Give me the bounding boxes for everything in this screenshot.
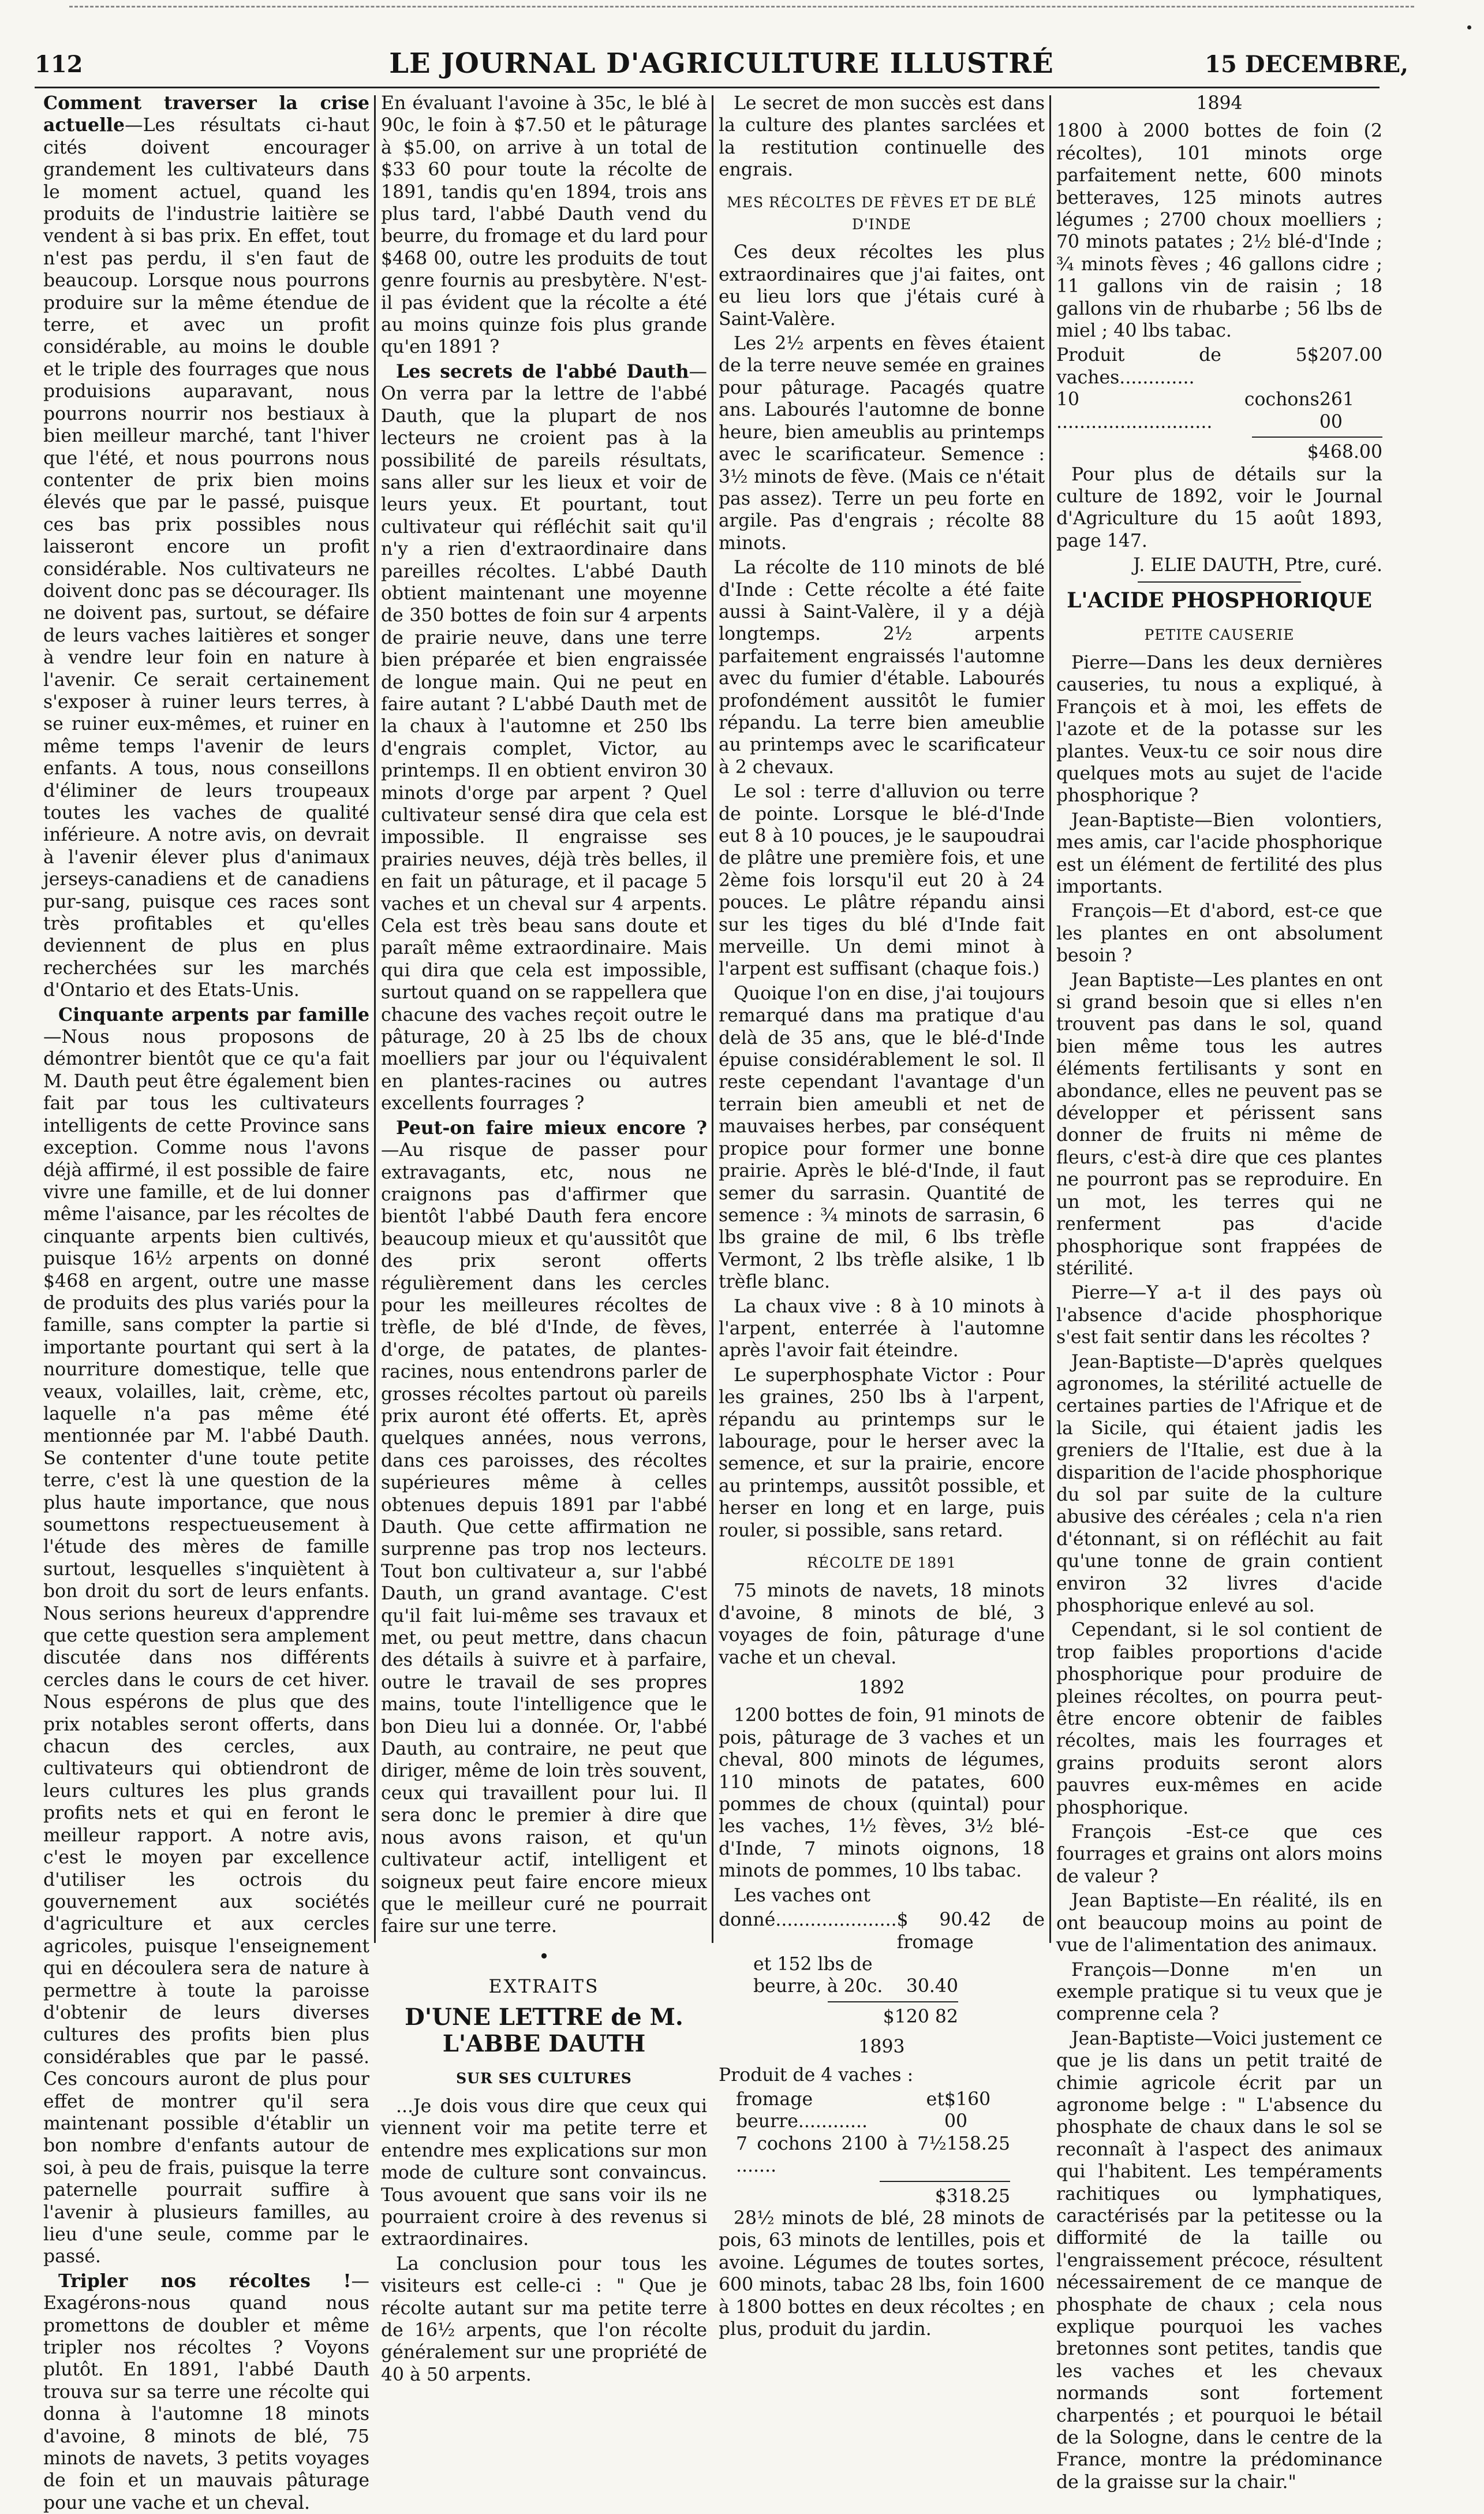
paragraph-text: —Au risque de passer pour extravagants, etc, nous ne craignons pas d'affirmer que bientôt l'abbé Dauth fera encore beaucoup mieux et qu'aussitôt que des prix seront offerts régulièrement dans les cercles pour les meilleures récoltes de trèfle, de blé d'Inde, de fèves, d'orge, de patates, de plantes-racines, nous entendrons parler de grosses récoltes partout où pareils prix auront été offerts. Et, après quelques années, nous verrons, dans ces paroisses, des récoltes supérieures même à celles obtenues depuis 1891 par l'abbé Dauth. Que cette affirmation ne surprenne pas trop nos lecteurs. Tout bon cultivateur a, sur l'abbé Dauth, un grand avantage. C'est qu'il fait lui-même ses travaux et met, ou peut mettre, dans chacun des détails à suivre et à parfaire, outre le travail de ses propres mains, toute l'intelligence que le bon Dieu lui a donnée. Or, l'abbé Dauth, au contraire, ne peut que diriger, même de loin très souvent, ceux qui travaillent pour lui. Il sera donc le premier à dire que nous avons raison, et qu'un cultivateur actif, intelligent et soigneux peut faire encore mieux que le meilleur curé ne pourrait faire sur une terre.	[381, 1140, 707, 1937]
column-3	[719, 92, 1045, 2340]
paragraph-text: Quoique l'on en dise, j'ai toujours remarqué dans ma pratique d'au delà de 35 ans, que le blé-d'Inde épuise considérablement le sol. Il reste cependant l'avantage d'un terrain bien ameubli et net de mauvaises herbes, par conséquent propice pour former une bonne prairie. Après le blé-d'Inde, il faut semer du sarrasin. Quantité de semence : ¾ minots de sarrasin, 6 lbs graine de mil, 6 lbs trèfle Vermont, 2 lbs trèfle alsike, 1 lb trèfle blanc.	[719, 983, 1045, 1293]
ledger-value: 158.25	[946, 2133, 1010, 2154]
run-in-heading: Peut-on faire mieux encore ?	[396, 1117, 707, 1139]
extraits-heading: EXTRAITS	[488, 1976, 600, 1998]
ledger-intro: Produit de 4 vaches :	[719, 2064, 914, 2086]
paragraph-text: 28½ minots de blé, 28 minots de pois, 63 minots de lentilles, pois et avoine. Légumes de toutes sortes, 600 minots, tabac 28 lbs, foin 1600 à 1800 bottes en deux récoltes ; en plus, produit du jardin.	[719, 2207, 1045, 2340]
total-rule	[828, 2001, 958, 2002]
paragraph-crise	[43, 92, 369, 1002]
dialogue-line: Jean Baptiste—Les plantes en ont si grand besoin que si elles n'en trouvent pas dans le sol, quand bien même tous les autres éléments fertilisants y sont en abondance, elles ne peuvent pas se développer et périssent sans donner de fruits ni même de fleurs, c'est-à dire que ces plantes ne pourront pas se reproduire. En un mot, les terres qui ne renferment pas d'acide phosphorique sont frappées de stérilité.	[1056, 969, 1382, 1279]
ink-dot	[1467, 25, 1471, 29]
dialogue-line: François -Est-ce que ces fourrages et grains ont alors moins de valeur ?	[1056, 1822, 1382, 1887]
paragraph-text: — Exagérons-nous quand nous promettons de doubler et même tripler nos récoltes ? Voyons plutôt. En 1891, l'abbé Dauth trouva sur sa terre une récolte qui donna à l'automne 18 minots d'avoine, 8 minots de blé, 75 minots de navets, 3 petits voyages de foin et un mauvais pâturage pour une vache et un cheval.	[43, 2270, 369, 2513]
paragraph-letter-intro: ...Je dois vous dire que ceux qui viennent voir ma petite terre et entendre mes explications sur mon mode de culture sont convaincus. Tous avouent que sans voir ils ne pourraient croire à des revenus si extraordinaires.	[381, 2095, 707, 2250]
paragraph-tripler	[43, 2270, 369, 2514]
paragraph-cinquante	[43, 1004, 369, 2268]
year-1894: 1894	[1196, 93, 1243, 114]
ledger-row	[719, 2088, 1045, 2133]
paragraph-text: 1800 à 2000 bottes de foin (2 récoltes), 101 minots orge parfaitement nette, 600 minots betteraves, 125 minots autres légumes ; 2700 choux moelliers ; 70 minots patates ; 2½ blé-d'Inde ; ¾ minots fèves ; 46 gallons cidre ; 11 gallons vin de raisin ; 18 gallons vin de rhubarbe ; 56 lbs de miel ; 40 lbs tabac.	[1056, 121, 1382, 342]
total-rule	[1252, 437, 1382, 438]
ledger-value: $120 82	[883, 2006, 958, 2027]
ledger-value: $207.00	[1307, 345, 1382, 366]
dialogue-line: Pierre—Y a-t il des pays où l'absence d'acide phosphorique s'est fait sentir dans les récoltes ?	[1056, 1282, 1382, 1348]
issue-date: 15 DECEMBRE,	[1205, 51, 1408, 78]
dialogue-line: Cependant, si le sol contient de trop faibles proportions d'acide phosphorique pour produire de pleines récoltes, on pourra peut-être encore obtenir de faibles récoltes, mais les fourrages et grains produits seront alors pauvres eux-mêmes en acide phosphorique.	[1056, 1620, 1382, 1818]
page-number: 112	[35, 51, 83, 78]
paragraph-conclusion: La conclusion pour tous les visiteurs est celle-ci : " Que je récolte autant sur ma petite terre de 16½ arpents, que l'on récolte généralement sur une propriété de 40 à 50 arpents.	[381, 2253, 707, 2385]
year-1892: 1892	[858, 1677, 905, 1699]
column-divider	[374, 95, 376, 1943]
ledger-label: et 152 lbs de	[753, 1953, 873, 1975]
letter-subtitle: SUR SES CULTURES	[456, 2069, 632, 2087]
paragraph-mieux	[381, 1117, 707, 1938]
ledger-label: 7 cochons 2100 à 7½ .......	[736, 2133, 947, 2177]
paragraph-text: 1200 bottes de foin, 91 minots de pois, pâturage de 3 vaches et un cheval, 800 minots de légumes, 110 minots de patates, 600 pommes de choux (quintal) pour les vaches, 1½ fèves, 3½ blé-d'Inde, 7 minots oignons, 18 minots de pommes, 10 lbs tabac.	[719, 1705, 1045, 1882]
paragraph-text: 75 minots de navets, 18 minots d'avoine, 8 minots de blé, 3 voyages de foin, pâturage d'une vache et un cheval.	[719, 1580, 1045, 1668]
ledger-row	[719, 1953, 1045, 1975]
dialogue-line: Jean Baptiste—En réalité, ils en ont beaucoup moins au point de vue de l'alimentation des animaux.	[1056, 1890, 1382, 1956]
letter-title: D'UNE LETTRE de M. L'ABBE DAUTH	[405, 2003, 683, 2057]
ledger-row	[1056, 344, 1382, 389]
ledger-value: 261 00	[1319, 389, 1354, 432]
paragraph-text: —Nous nous proposons de démontrer bientôt que ce qu'a fait M. Dauth peut être également bien fait par tous les cultivateurs intelligents de cette Province sans exception. Comme nous l'avons déjà affirmé, il est possible de faire vivre une famille, et de lui donner même l'aisance, par les récoltes de cinquante arpents bien cultivés, puisque 16½ arpents on donné $468 en argent, outre une masse de produits des plus variés pour la famille, sans compter la partie si importante pourtant qui sert à la nourriture domestique, telle que veaux, volailles, lait, crème, etc, laquelle n'a pas même été mentionnée par M. l'abbé Dauth. Se contenter d'une toute petite terre, c'est là une question de la plus haute importance, que nous soumettons respectueusement à l'étude des mères de famille surtout, lesquelles s'inquiètent à bon droit du sort de leurs enfants. Nous serions heureux d'apprendre que cette question sera amplement discutée dans nos différents cercles dans le cours de cet hiver. Nous espérons de plus que des prix notables seront offerts, dans chacun des cercles, aux cultivateurs qui obtiendront de leurs cultures les plus grands profits nets et qui en feront le meilleur rapport. A notre avis, c'est le moyen par excellence d'utiliser les octrois du gouvernement aux sociétés d'agriculture et aux cercles agricoles, puisque l'enseignement qui en découlera sera de nature à permettre à toute la paroisse d'obtenir de leurs diverses cultures des profits bien plus considérables que par le passé. Ces concours auront de plus pour effet de montrer qu'il sera maintenant possible d'établir un bon nombre d'enfants autour de soi, à peu de frais, puisque la terre paternelle pourrait suffire à l'avenir à plusieurs familles, au lieu d'une seule, comme par le passé.	[43, 1027, 369, 2267]
ledger-row	[719, 1909, 1045, 1953]
paragraph-evaluant: En évaluant l'avoine à 35c, le blé à 90c, le foin à $7.50 et le pâturage à $5.00, on arrive à un total de $33 60 pour toute la récolte de 1891, tandis qu'en 1894, trois ans plus tard, l'abbé Dauth vend du beurre, du fromage et du lard pour $468 00, outre les produits de tout genre fournis au presbytère. N'est-il pas évident que la récolte a été au moins quinze fois plus grande qu'en 1891 ?	[381, 93, 707, 358]
paragraph-text: —On verra par la lettre de l'abbé Dauth, que la plupart de nos lecteurs ne croient pas à la possibilité de pareils résultats, sans aller sur les lieux et voir de leurs yeux. Et pourtant, tout cultivateur qui réfléchit sait qu'il n'y a rien d'extraordinaire dans pareilles récoltes. L'abbé Dauth obtient maintenant une moyenne de 350 bottes de foin sur 4 arpents de prairie neuve, dans une terre bien préparée et bien engraissée de longue main. Qui ne peut en faire autant ? L'abbé Dauth met de la chaux à l'automne et 250 lbs d'engrais complet, Victor, au printemps. Il en obtient environ 30 minots d'orge par arpent ? Quel cultivateur sensé dira que cela est impossible. Il engraisse ses prairies neuves, déjà très belles, il en fait un pâturage, et il pacage 5 vaches et un cheval sur 4 arpents. Cela est très beau sans doute et paraît même extraordinaire. Mais qui dira que cela est impossible, surtout quand on se rappellera que chacune des vaches reçoit outre le pâturage, 20 à 25 lbs de choux moelliers par jour ou l'équivalent en plantes-racines ou autres excellents fourrages ?	[381, 361, 707, 1114]
section-bullet: •	[539, 1946, 550, 1967]
paragraph-text: Le superphosphate Victor : Pour les graines, 250 lbs à l'arpent, répandu au printemps sur le labourage, pour le herser avec la semence, et sur la prairie, encore au printemps, aussitôt possible, et herser en long et en large, puis rouler, si possible, sans retard.	[719, 1364, 1045, 1541]
paragraph-text: Ces deux récoltes les plus extraordinaires que j'ai faites, ont eu lieu lors que j'étais curé à Saint-Valère.	[719, 242, 1045, 330]
year-1893: 1893	[858, 2036, 905, 2058]
dialogue-line: Jean-Baptiste—Bien volontiers, mes amis, car l'acide phosphorique est un élément de fertilité des plus importants.	[1056, 810, 1382, 897]
ledger-row	[719, 1975, 1045, 1997]
paragraph-text: Pour plus de détails sur la culture de 1892, voir le Journal d'Agriculture du 15 août 1893, page 147.	[1056, 464, 1382, 551]
ledger-value: $ 90.42 de fromage	[896, 1909, 1045, 1953]
column-4	[1056, 92, 1382, 2493]
run-in-heading: Tripler nos récoltes !	[58, 2270, 352, 2292]
section-rule	[1138, 581, 1301, 583]
ledger-row	[719, 2133, 1045, 2177]
ledger-row	[1056, 389, 1382, 433]
article-subtitle: PETITE CAUSERIE	[1144, 626, 1295, 643]
page-header	[35, 40, 1408, 87]
paragraph-secret: Le secret de mon succès est dans la culture des plantes sarclées et la restitution continuelle des engrais.	[719, 93, 1045, 181]
ledger-label: donné.....................	[719, 1909, 897, 1931]
run-in-heading: Cinquante arpents par famille	[58, 1004, 369, 1025]
column-1	[43, 92, 369, 2513]
section-heading-1891: RÉCOLTE DE 1891	[807, 1554, 956, 1571]
ledger-intro: Les vaches ont	[734, 1885, 870, 1906]
column-divider	[1049, 95, 1051, 1943]
signature: J. ELIE DAUTH, Ptre, curé.	[1133, 555, 1382, 576]
header-rule	[35, 87, 1380, 88]
column-2	[381, 92, 707, 2385]
dialogue-line: François—Et d'abord, est-ce que les plantes en ont absolument besoin ?	[1056, 901, 1382, 967]
paragraph-text: Le sol : terre d'alluvion ou terre de pointe. Lorsque le blé-d'Inde eut 8 à 10 pouces, je le saupoudrai de plâtre une première fois, et une 2ème fois lorsqu'il eut 20 à 24 pouces. Le plâtre répandu ainsi sur les tiges du blé d'Inde fait merveille. Un demi minot à l'arpent est suffisant (chaque fois.)	[719, 781, 1045, 980]
dialogue-line: François—Donne m'en un exemple pratique si tu veux que je comprenne cela ?	[1056, 1959, 1382, 2025]
ledger-value: $318.25	[934, 2185, 1010, 2207]
paragraph-text: La récolte de 110 minots de blé d'Inde : Cette récolte a été faite aussi à Saint-Valère, il y a déjà longtemps. 2½ arpents parfaitement engraissés l'automne avec du fumier d'étable. Labourés profondément aussitôt le fumier répandu. La terre bien ameublie au printemps avec le scarificateur à 2 chevaux.	[719, 557, 1045, 778]
paragraph-secrets	[381, 361, 707, 1115]
ledger-total	[1056, 441, 1382, 463]
ledger-label: 10 cochons ...........................	[1056, 389, 1319, 432]
ledger-total	[719, 2006, 1045, 2028]
ledger-label: Produit de 5 vaches.............	[1056, 345, 1307, 388]
dialogue-line: Jean-Baptiste—D'après quelques agronomes, la stérilité actuelle de certaines parties de l'Afrique et de la Sicile, qui étaient jadis les greniers de l'Italie, est due à la disparition de l'acide phosphorique du sol par suite de la culture abusive des céréales ; cela n'a rien d'étonnant, si on réfléchit au fait qu'une tonne de grain contient environ 32 livres d'acide phosphorique enlevé au sol.	[1056, 1351, 1382, 1616]
dialogue-line: Pierre—Dans les deux dernières causeries, tu nous a expliqué, à François et à moi, les effets de l'azote et de la potasse sur les plantes. Veux-tu ce soir nous dire quelques mots au sujet de l'acide phosphorique ?	[1056, 652, 1382, 807]
ledger-value: $160 00	[944, 2088, 991, 2132]
article-title: L'ACIDE PHOSPHORIQUE	[1067, 588, 1372, 613]
paragraph-text: Les 2½ arpents en fèves étaient de la terre neuve semée en graines pour pâturage. Pacagés quatre ans. Labourés l'automne de bonne heure, bien ameublis au printemps avec le scarificateur. Semence : 3½ minots de fève. (Mais ce n'était pas assez). Terre un peu forte en argile. Pas d'engrais ; récolte 88 minots.	[719, 333, 1045, 554]
paragraph-text: La chaux vive : 8 à 10 minots à l'arpent, enterrée à l'automne après l'avoir fait éteindre.	[719, 1296, 1045, 1362]
paragraph-text: —Les résultats ci-haut cités doivent encourager grandement les cultivateurs dans le moment actuel, quand les produits de l'industrie laitière se vendent à si bas prix. En effet, tout n'est pas perdu, il s'en faut de beaucoup. Lorsque nous pourrons produire sur la même étendue de terre, et avec un profit considérable, au moins le double et le triple des fourrages que nous produisions auparavant, nous pourrons nourrir nos bestiaux à bien meilleur marché, tant l'hiver que l'été, et nous pourrons nous contenter de prix bien moins élevés que par le passé, puisque ces bas prix possibles nous laisseront encore un profit considérable. Nos cultivateurs ne doivent donc pas se décourager. Ils ne doivent pas, surtout, se défaire de leurs vaches laitières et songer à vendre leur foin en nature à l'avenir. Ce serait certainement s'exposer à ruiner leurs terres, à se ruiner eux-mêmes, et ruiner en même temps l'avenir de leurs enfants. A tous, nous conseillons d'éliminer de leurs troupeaux toutes les vaches de qualité inférieure. A notre avis, on devrait à l'avenir élever plus d'animaux jerseys-canadiens et de canadiens pur-sang, puisque ces races sont très profitables et qu'elles deviennent de plus en plus recherchées sur les marchés d'Ontario et des Etats-Unis.	[43, 115, 369, 1001]
run-in-heading: Les secrets de l'abbé Dauth	[396, 360, 689, 382]
ledger-value: 30.40	[906, 1976, 958, 1997]
ledger-label: fromage et beurre............	[736, 2088, 944, 2132]
top-dashed-rule	[69, 6, 1414, 8]
run-in-heading: Comment traverser la crise actuelle	[43, 92, 369, 136]
ledger-label: beurre, à 20c.	[753, 1976, 883, 1997]
section-heading-feves: MES RÉCOLTES DE FÈVES ET DE BLÉ D'INDE	[727, 193, 1037, 233]
total-rule	[880, 2181, 1010, 2182]
ledger-value: $468.00	[1307, 442, 1382, 463]
dialogue-line: Jean-Baptiste—Voici justement ce que je lis dans un petit traité de chimie agricole écrit par un agronome belge : " L'absence du phosphate de chaux dans le sol se reconnaît à l'aspect des animaux qui l'habitent. Les tempéraments rachitiques ou lymphatiques, caractérisés par la petitesse ou la difformité de la taille ou l'engraissement précoce, résultent nécessairement de ce manque de phosphate de chaux ; cela nous explique pourquoi les vaches bretonnes sont petites, tandis que les vaches et les chevaux normands sont fortement charpentés ; et pourquoi le bétail de la Sologne, dans le centre de la France, montre la prédominance de la graisse sur la chair."	[1056, 2028, 1382, 2493]
ledger-total	[719, 2185, 1045, 2207]
column-divider	[712, 95, 713, 1943]
journal-title: LE JOURNAL D'AGRICULTURE ILLUSTRÉ	[389, 47, 1054, 80]
